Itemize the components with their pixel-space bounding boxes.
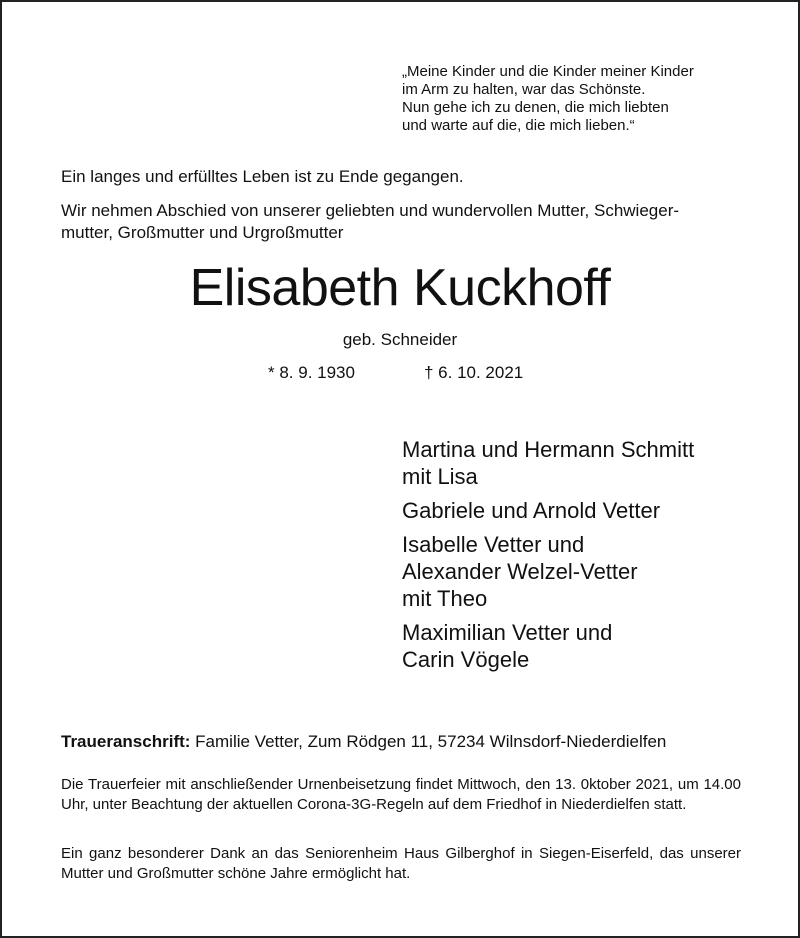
farewell-sentence: [61, 200, 751, 244]
epigraph-quote: [402, 63, 762, 135]
birth-date: * 8. 9. 1930: [268, 363, 355, 382]
mourner-line: Carin Vögele: [402, 647, 530, 672]
thanks-note: Ein ganz besonderer Dank an das Seniorenheim Haus Gilberghof in Siegen-Eiserfeld, das unserer Mutter und Großmutter schöne Jahre ermöglicht hat.: [61, 845, 741, 882]
mourner-line: Isabelle Vetter und: [402, 532, 585, 557]
mourner-line: Gabriele und Arnold Vetter: [402, 498, 661, 523]
mourners-list: [402, 436, 694, 680]
mourner-group: [402, 436, 694, 490]
quote-line: im Arm zu halten, war das Schönste.: [402, 81, 646, 98]
farewell-line: Wir nehmen Abschied von unserer geliebten und wundervollen Mutter, Schwieger-: [61, 201, 680, 220]
deceased-name: Elisabeth Kuckhoff: [189, 259, 611, 317]
mourner-line: Alexander Welzel-Vetter: [402, 559, 638, 584]
birth-name: geb. Schneider: [342, 330, 458, 349]
address-label: Traueranschrift:: [61, 732, 191, 751]
mourner-line: mit Theo: [402, 586, 488, 611]
mourner-group: [402, 497, 694, 524]
mourner-line: Martina und Hermann Schmitt: [402, 437, 695, 462]
mourning-address: [61, 732, 666, 752]
intro-sentence: Ein langes und erfülltes Leben ist zu Ende gegangen.: [61, 167, 464, 186]
death-date: † 6. 10. 2021: [424, 363, 524, 382]
farewell-line: mutter, Großmutter und Urgroßmutter: [61, 223, 344, 242]
mourner-line: mit Lisa: [402, 464, 478, 489]
quote-line: Nun gehe ich zu denen, die mich liebten: [402, 99, 669, 116]
quote-line: „Meine Kinder und die Kinder meiner Kinder: [402, 63, 694, 80]
funeral-details: Die Trauerfeier mit anschließender Urnenbeisetzung findet Mittwoch, den 13. 0ktober 2021, um 14.00 Uhr, unter Beachtung der aktuellen Corona-3G-Regeln auf dem Friedhof in Niederdielfen statt.: [61, 776, 741, 813]
mourner-group: [402, 619, 694, 673]
mourner-group: [402, 531, 694, 612]
quote-line: und warte auf die, die mich lieben.“: [402, 117, 635, 134]
address-value: Familie Vetter, Zum Rödgen 11, 57234 Wilnsdorf-Niederdielfen: [190, 732, 667, 751]
mourner-line: Maximilian Vetter und: [402, 620, 613, 645]
